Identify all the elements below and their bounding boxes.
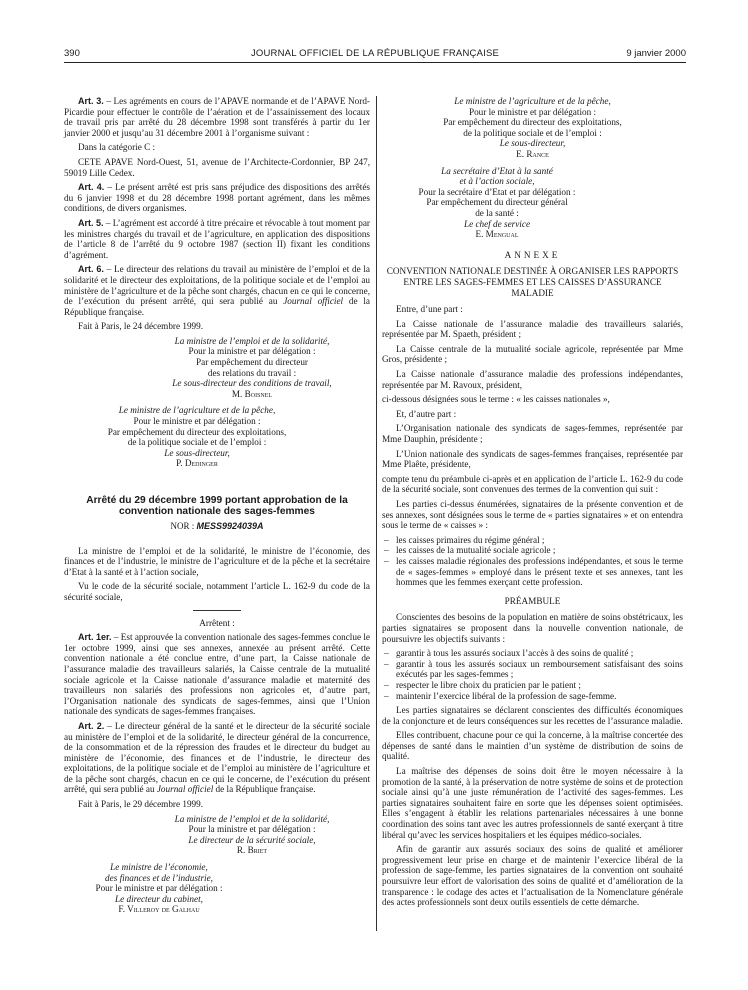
separator [193, 610, 241, 611]
signature-block-1: La ministre de l’emploi et de la solidarité, Pour la ministre et par délégation : Par empêchement du directeur des relations du travail : Le sous-directeur des conditions de travail, M. Boisnel [172, 335, 332, 399]
fait-date-2: Fait à Paris, le 29 décembre 1999. [78, 799, 204, 810]
article-3: Art. 3. – Les agréments en cours de l’APAVE normande et de l’APAVE Nord-Picardie pour effectuer le contrôle de l’aération et de l’assainissement des locaux de travail pris par arrêté du 28 décembre 1998 sont transférés à partir du 1er janvier 2000 et jusqu’au 31 décembre 2001 à l’organisme suivant : [64, 96, 370, 138]
list-item: – les caisses de la mutualité sociale agricole ; [396, 545, 683, 556]
list-item: – garantir à tous les assurés sociaux l’accès à des soins de qualité ; [396, 648, 683, 659]
decree-title: Arrêté du 29 décembre 1999 portant approbation de la convention nationale des sages-femmes [86, 495, 348, 517]
decree-vu: Vu le code de la sécurité sociale, notamment l’article L. 162-9 du code de la sécurité sociale, [64, 581, 370, 602]
signature-block-4: Le ministre de l’économie, des finances et de l’industrie, Pour le ministre et par délégation : Le directeur du cabinet, F. Villeroy de Galhau [95, 862, 223, 915]
autre-part: Et, d’autre part : [396, 408, 457, 419]
caisses-nationales: ci-dessous désignées sous le terme : « les caisses nationales », [382, 394, 610, 405]
decree-intro: La ministre de l’emploi et de la solidarité, le ministre de l’économie, des finances et de l’industrie, le ministre de l’agriculture et de la pêche et la secrétaire d’Etat à la santé et à l’action sociale, [64, 545, 370, 577]
paragraph: La maîtrise des dépenses de soins doit être le moyen nécessaire à la promotion de la santé, à la préservation de notre système de soins et de protection sociale ainsi qu’à une juste rémunération de l’activité des sages-femmes. Les parties signataires souhaitent faire en sorte que les dépenses soient optimisées. Elles s’engagent à établir les relations partenariales nécessaires à une bonne coordination des soins tant avec les autres professionnels de santé exerçant à titre libéral qu’avec les services hospitaliers et les équipes médico-sociales. [382, 766, 683, 840]
signature-block-6: La secrétaire d’Etat à la santé et à l’action sociale, Pour la secrétaire d’Etat et par délégation : Par empêchement du directeur général de la santé : Le chef de service E. Mengual [418, 165, 576, 240]
left-column [64, 96, 370, 915]
cete-address: CETE APAVE Nord-Ouest, 51, avenue de l’Architecte-Cordonnier, BP 247, 59019 Lille Cedex. [64, 156, 370, 178]
list-item: – les caisses maladie régionales des professions indépendantes, et sous le terme de « sages-femmes » employé dans le présent texte et ses annexes, tant les hommes que les femmes exerçant cette profession. [396, 556, 683, 588]
annexe-heading: ANNEXE [504, 249, 561, 260]
caisses-list [382, 535, 683, 588]
parties-signataires: Les parties ci-dessus énumérées, signataires de la présente convention et de ses annexes, sont désignées sous le terme de « parties signataires » et on entendra sous le terme de « caisses » : [382, 499, 683, 531]
party-onssf: L’Organisation nationale des syndicats de sages-femmes, représentée par Mme Dauphin, présidente ; [382, 423, 683, 445]
list-item: – garantir à tous les assurés sociaux un remboursement satisfaisant des soins exécutés par les sages-femmes ; [396, 659, 683, 680]
article-6: Art. 6. – Le directeur des relations du travail au ministère de l’emploi et de la solidarité et le directeur des exploitations, de la politique sociale et de l’emploi au ministère de l’agriculture et de la pêche sont chargés, chacun en ce qui le concerne, de l’exécution du présent arrêté, qui sera publié au Journal officiel de la République française. [64, 264, 371, 317]
article-4: Art. 4. – Le présent arrêté est pris sans préjudice des dispositions des arrêtés du 6 janvier 1998 et du 28 décembre 1998 portant agrément, dans les mêmes conditions, de divers organismes. [64, 182, 370, 214]
nor-reference: NOR : MESS9924039A [170, 521, 264, 531]
preambule-intro: Conscientes des besoins de la population en matière de soins obstétricaux, les parties signataires se proposent dans la nouvelle convention nationale, de poursuivre les objectifs suivants : [382, 612, 683, 644]
signature-block-5: Le ministre de l’agriculture et de la pêche, Pour le ministre et par délégation : Par empêchement du directeur des exploitations, de la politique sociale et de l’emploi : Le sous-directeur, E. Rance [443, 96, 622, 159]
categorie: Dans la catégorie C : [78, 142, 156, 153]
entre: Entre, d’une part : [396, 304, 463, 315]
signature-block-2: Le ministre de l’agriculture et de la pêche, Pour le ministre et par délégation : Par empêchement du directeur des exploitations, de la politique sociale et de l’emploi : Le sous-directeur, P. Dedinger [107, 405, 287, 469]
signature-block-3: La ministre de l’emploi et de la solidarité, Pour la ministre et par délégation : Le directeur de la sécurité sociale, R. Briet [174, 813, 330, 856]
party-cnamts: La Caisse nationale de l’assurance maladie des travailleurs salariés, représentée par M. Spaeth, président ; [382, 318, 683, 340]
issue-date: 9 janvier 2000 [626, 48, 686, 59]
list-item: – les caisses primaires du régime général ; [396, 535, 683, 546]
convention-title: CONVENTION NATIONALE DESTINÉE À ORGANISER LES RAPPORTS ENTRE LES SAGES-FEMMES ET LES CAISSES D’ASSURANCE MALADIE [386, 266, 679, 298]
preambule-heading: PRÉAMBULE [504, 595, 561, 606]
page-header [64, 48, 686, 63]
journal-title: JOURNAL OFFICIEL DE LA RÉPUBLIQUE FRANÇAISE [250, 48, 500, 59]
party-canam: La Caisse nationale d’assurance maladie des professions indépendantes, représentée par M. Ravoux, président, [382, 369, 683, 390]
paragraph: Afin de garantir aux assurés sociaux des soins de qualité et améliorer progressivement leur prise en charge et de maintenir l’exercice libéral de la profession de sage-femme, les parties signataires de la convention ont souhaité poursuivre leur effort de valorisation des soins de qualité et d’amélioration de la transparence : le codage des actes et l’actualisation de la Nomenclature générale des actes professionnels sont deux outils essentiels de cette démarche. [382, 844, 683, 908]
fait-date-1: Fait à Paris, le 24 décembre 1999. [78, 321, 204, 332]
party-unssf: L’Union nationale des syndicats de sages-femmes françaises, représentée par Mme Plaête, présidente, [382, 448, 683, 470]
compte-tenu: compte tenu du préambule ci-après et en application de l’article L. 162-9 du code de la sécurité sociale, sont convenues des termes de la convention qui suit : [382, 473, 683, 495]
right-column [382, 96, 683, 912]
article-1: Art. 1er. – Est approuvée la convention nationale des sages-femmes conclue le 1er octobre 1999, ainsi que ses annexes, annexée au présent arrêté. Cette convention nationale a été conclue entre, d’une part, la Caisse nationale de l’assurance maladie des travailleurs salariés, la Caisse centrale de la mutualité sociale agricole et la Caisse nationale d’assurance maladie et maternité des travailleurs non salariés des professions non agricoles et, d’autre part, l’Organisation nationale des syndicats de sages-femmes, ainsi que l’Union nationale des syndicats de sages-femmes françaises. [64, 632, 370, 717]
objectifs-list [382, 648, 683, 701]
list-item: – maintenir l’exercice libéral de la profession de sage-femme. [396, 691, 683, 702]
column-divider [376, 96, 377, 931]
page-number: 390 [64, 48, 80, 59]
paragraph: Elles contribuent, chacune pour ce qui la concerne, à la maîtrise concertée des dépenses de santé dans le maintien d’un système de distribution de soins de qualité. [382, 730, 683, 762]
arretent: Arrêtent : [199, 617, 235, 628]
paragraph: Les parties signataires se déclarent conscientes des difficultés économiques de la conjoncture et de leurs conséquences sur les recettes de l’assurance maladie. [382, 705, 683, 726]
article-5: Art. 5. – L’agrément est accordé à titre précaire et révocable à tout moment par les ministres chargés du travail et de l’agriculture, en application des dispositions de l’article 8 de l’arrêté du 9 octobre 1987 (section II) fixant les conditions d’agrément. [64, 217, 370, 260]
article-2: Art. 2. – Le directeur général de la santé et le directeur de la sécurité sociale au ministère de l’emploi et de la solidarité, le directeur général de la concurrence, de la consommation et de la répression des fraudes et le directeur du budget au ministère de l’économie, des finances et de l’industrie, le directeur des exploitations, de la politique sociale et de l’emploi au ministère de l’agriculture et de la pêche sont chargés, chacun en ce qui le concerne, de l’exécution du présent arrêté, qui sera publié au Journal officiel de la République française. [64, 720, 370, 795]
party-ccmsa: La Caisse centrale de la mutualité sociale agricole, représentée par Mme Gros, présidente ; [382, 343, 683, 365]
list-item: – respecter le libre choix du praticien par le patient ; [396, 680, 683, 691]
